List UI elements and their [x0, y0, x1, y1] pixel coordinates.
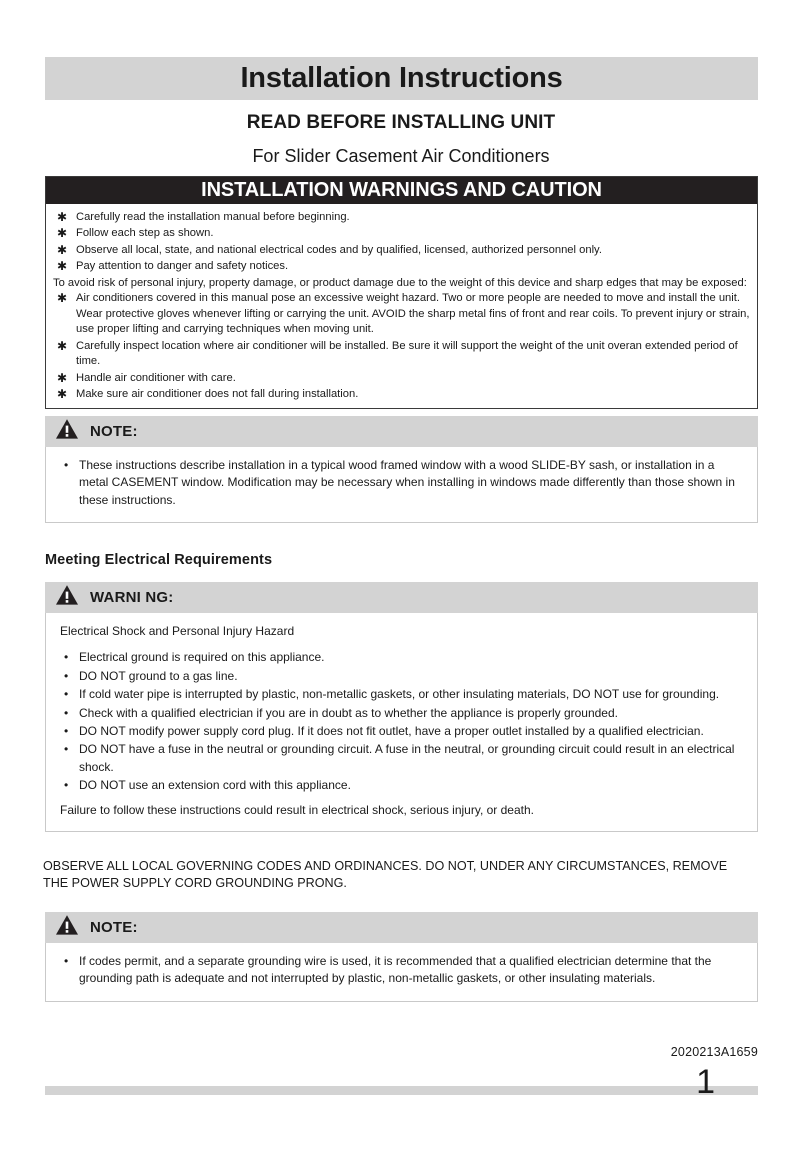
- dot-bullet-icon: •: [64, 742, 69, 757]
- asterisk-bullet-icon: ✱: [57, 242, 68, 257]
- note-panel-grounding: [45, 912, 758, 1002]
- warning-triangle-icon: [55, 418, 79, 445]
- asterisk-bullet-icon: ✱: [57, 259, 68, 274]
- section-heading-electrical: Meeting Electrical Requirements: [45, 552, 273, 568]
- dot-bullet-icon: •: [64, 705, 69, 720]
- page-title: Installation Instructions: [240, 62, 563, 94]
- note-panel-body: [45, 943, 758, 1002]
- footer-divider-bar: [45, 1086, 758, 1095]
- warning-triangle-icon: [55, 914, 79, 941]
- list-item-text: Pay attention to danger and safety notices.: [76, 260, 289, 273]
- list-item: [58, 668, 745, 685]
- dot-bullet-icon: •: [64, 954, 69, 968]
- list-item: [58, 723, 745, 740]
- list-item-text: If codes permit, and a separate grounding wire is used, it is recommended that a qualified electrician determine that the grounding path is adequate and not interrupted by plastic, non-metallic gaskets, or other insulating materials.: [79, 954, 712, 986]
- asterisk-bullet-icon: ✱: [57, 226, 68, 241]
- note-panel-list: [58, 953, 745, 988]
- installation-warnings-box: [45, 176, 758, 409]
- list-item-text: DO NOT have a fuse in the neutral or grounding circuit. A fuse in the neutral, or grounding circuit could result in an electrical shock.: [79, 742, 735, 774]
- note-panel-header: [45, 416, 758, 447]
- list-item: [53, 387, 750, 402]
- dot-bullet-icon: •: [64, 723, 69, 738]
- observe-codes-paragraph: OBSERVE ALL LOCAL GOVERNING CODES AND ORDINANCES. DO NOT, UNDER ANY CIRCUMSTANCES, REMOVE THE POWER SUPPLY CORD GROUNDING PRONG.: [43, 859, 728, 890]
- list-item-text: DO NOT modify power supply cord plug. If it does not fit outlet, have a proper outlet installed by a qualified electrician.: [79, 723, 704, 738]
- warning-panel-list: [58, 649, 745, 794]
- note-panel-installation: [45, 416, 758, 523]
- list-item: [53, 243, 750, 258]
- list-item: [53, 339, 750, 370]
- note-panel-list: [58, 457, 745, 509]
- warning-panel-header: [45, 582, 758, 613]
- list-item-text: These instructions describe installation in a typical wood framed window with a wood SLIDE-BY sash, or installation in a metal CASEMENT window. Modification may be necessary when installing in windows made differently than those shown in these instructions.: [79, 458, 735, 507]
- warning-tail-text: Failure to follow these instructions could result in electrical shock, serious injury, or death.: [60, 802, 534, 817]
- list-item-text: Electrical ground is required on this appliance.: [79, 650, 325, 665]
- list-item-text: Air conditioners covered in this manual pose an excessive weight hazard. Two or more people are needed to move and install the unit. Wear protective gloves whenever lifting or carrying the unit. AVOID the sharp metal fins of front and rear coils. To prevent injury or strain, use proper lifting and carrying techniques when moving unit.: [76, 292, 750, 336]
- list-item-text: Observe all local, state, and national electrical codes and by qualified, licensed, authorized personnel only.: [76, 243, 602, 256]
- warnings-top-list: [53, 210, 750, 275]
- list-item-text: Check with a qualified electrician if you are in doubt as to whether the appliance is properly grounded.: [79, 705, 618, 720]
- list-item: [53, 291, 750, 337]
- asterisk-bullet-icon: ✱: [57, 291, 68, 306]
- document-title-bar: [45, 57, 758, 100]
- warnings-intro-paragraph: To avoid risk of personal injury, property damage, or product damage due to the weight of this device and sharp edges that may be exposed:: [53, 276, 747, 289]
- asterisk-bullet-icon: ✱: [57, 210, 68, 224]
- list-item-text: If cold water pipe is interrupted by plastic, non-metallic gaskets, or other insulating materials, DO NOT use for grounding.: [79, 687, 720, 702]
- warning-panel-body: [45, 613, 758, 832]
- asterisk-bullet-icon: ✱: [57, 370, 68, 385]
- installation-warnings-heading: INSTALLATION WARNINGS AND CAUTION: [46, 177, 757, 204]
- note-panel-label: NOTE:: [90, 919, 138, 936]
- list-item: [53, 226, 750, 241]
- list-item: [58, 705, 745, 722]
- document-code: 2020213A1659: [670, 1045, 758, 1059]
- warning-triangle-icon: [55, 584, 79, 611]
- list-item: [58, 741, 745, 776]
- note-panel-header: [45, 912, 758, 943]
- dot-bullet-icon: •: [64, 458, 69, 472]
- list-item: [53, 259, 750, 274]
- list-item: [58, 777, 745, 794]
- list-item: [58, 953, 745, 988]
- warning-panel-label: WARNI NG:: [90, 589, 174, 606]
- list-item-text: Carefully read the installation manual before beginning.: [76, 211, 350, 223]
- dot-bullet-icon: •: [64, 687, 69, 702]
- list-item: [58, 649, 745, 666]
- list-item-text: Handle air conditioner with care.: [76, 371, 236, 384]
- warning-lead-text: Electrical Shock and Personal Injury Hazard: [60, 624, 295, 638]
- warning-panel-electrical: [45, 582, 758, 832]
- note-panel-label: NOTE:: [90, 423, 138, 440]
- list-item-text: DO NOT ground to a gas line.: [79, 668, 238, 683]
- installation-warnings-body: [46, 204, 757, 408]
- asterisk-bullet-icon: ✱: [57, 338, 68, 353]
- asterisk-bullet-icon: ✱: [57, 386, 68, 401]
- dot-bullet-icon: •: [64, 668, 69, 683]
- list-item: [53, 371, 750, 386]
- page-number: 1: [696, 1063, 715, 1101]
- list-item-text: DO NOT use an extension cord with this appliance.: [79, 778, 351, 793]
- dot-bullet-icon: •: [64, 650, 69, 665]
- list-item: [58, 686, 745, 703]
- list-item-text: Follow each step as shown.: [76, 227, 214, 240]
- list-item-text: Carefully inspect location where air conditioner will be installed. Be sure it will support the weight of the unit overan extended period of time.: [76, 339, 738, 368]
- note-panel-body: [45, 447, 758, 523]
- subtitle-read-before-installing: READ BEFORE INSTALLING UNIT: [246, 112, 556, 133]
- list-item-text: Make sure air conditioner does not fall during installation.: [76, 387, 359, 400]
- warnings-bottom-list: [53, 291, 750, 402]
- list-item: [53, 210, 750, 225]
- subtitle-product-type: For Slider Casement Air Conditioners: [252, 146, 550, 166]
- list-item: [58, 457, 745, 509]
- dot-bullet-icon: •: [64, 778, 69, 793]
